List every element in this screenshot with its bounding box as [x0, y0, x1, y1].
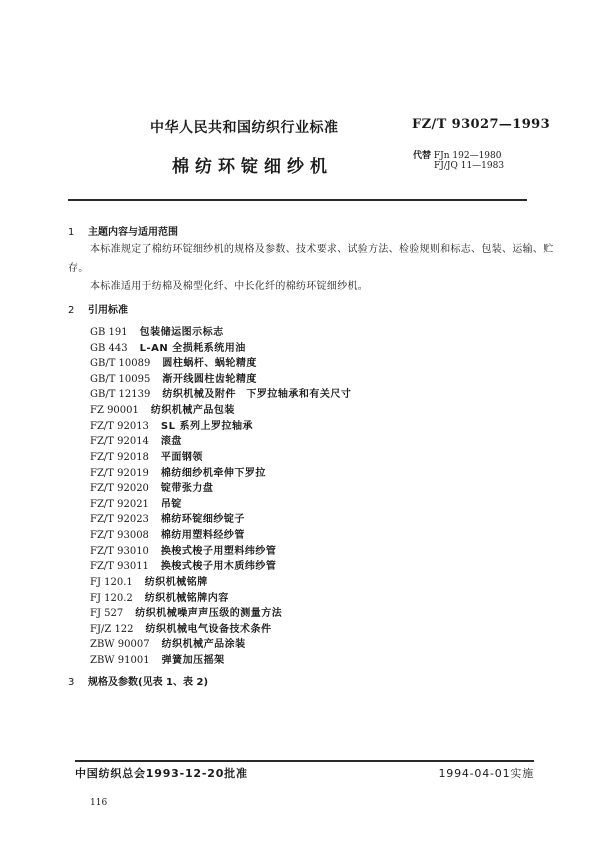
reference-item — [90, 495, 182, 510]
reference-code: FJ 120.2 — [90, 592, 133, 604]
page-number: 116 — [90, 798, 108, 808]
replaces-label: 代替 — [413, 151, 432, 161]
reference-code: FZ/T 93008 — [90, 530, 149, 542]
footer-divider — [75, 760, 534, 762]
reference-title: 吊锭 — [160, 498, 182, 510]
reference-item — [90, 479, 213, 494]
reference-title: 棉纺环锭细纱锭子 — [160, 514, 245, 526]
reference-title: 纺织机械产品涂装 — [161, 639, 246, 651]
section-1-paragraph-2: 本标准适用于纺棉及棉型化纤、中长化纤的棉纺环锭细纱机。 — [90, 281, 369, 292]
reference-code: FZ/T 92019 — [90, 467, 149, 479]
reference-item — [90, 354, 257, 369]
reference-code: FJ 120.1 — [90, 576, 133, 588]
reference-title: 锭带张力盘 — [160, 483, 214, 495]
document-title: 棉纺环锭细纱机 — [172, 157, 333, 177]
replaced-standard: FJ/JQ 11—1983 — [434, 161, 505, 171]
reference-item — [90, 417, 253, 432]
reference-code: FZ/T 92013 — [90, 420, 149, 432]
reference-code: FZ/T 92014 — [90, 436, 149, 448]
reference-title: 渐开线圆柱齿轮精度 — [162, 373, 257, 385]
reference-title: 棉纺用塑料经纱管 — [160, 530, 245, 542]
reference-code: FZ/T 93011 — [90, 561, 149, 573]
reference-code: FJ 527 — [90, 608, 124, 620]
reference-title: 平面钢领 — [160, 451, 203, 463]
reference-item — [90, 604, 282, 619]
reference-code: ZBW 90007 — [90, 639, 150, 651]
section-3-heading: 3 规格及参数(见表 1、表 2) — [68, 677, 209, 688]
reference-code: GB 191 — [90, 327, 128, 338]
section-2-heading: 2 引用标准 — [68, 305, 128, 316]
reference-code: FZ/T 92018 — [90, 451, 149, 463]
replaces-block — [413, 151, 504, 171]
reference-code: GB/T 12139 — [90, 389, 151, 401]
reference-title: 纺织机械电气设备技术条件 — [145, 623, 272, 635]
reference-title: 弹簧加压摇架 — [161, 655, 225, 666]
reference-item — [90, 589, 229, 604]
reference-title: L-AN 全损耗系统用油 — [139, 342, 246, 354]
reference-item — [90, 432, 182, 447]
reference-title: 纺织机械铭牌内容 — [144, 592, 229, 604]
reference-item — [90, 401, 235, 416]
reference-item — [90, 526, 245, 541]
replaced-standard: FJn 192—1980 — [433, 151, 502, 161]
header-divider — [68, 199, 527, 201]
reference-item — [90, 557, 276, 572]
reference-item — [90, 464, 266, 479]
reference-code: GB 443 — [90, 342, 128, 354]
reference-title: 纺织机械产品包装 — [150, 405, 235, 417]
reference-item — [90, 339, 246, 354]
reference-title: 圆柱蜗杆、蜗轮精度 — [162, 358, 257, 370]
reference-code: FZ/T 93010 — [90, 545, 149, 557]
reference-item — [90, 573, 208, 588]
reference-item — [90, 542, 276, 557]
reference-code: FZ/T 92021 — [90, 498, 149, 510]
reference-title: 换梭式梭子用木质纬纱管 — [160, 561, 277, 573]
reference-item — [90, 448, 203, 463]
reference-code: FZ 90001 — [90, 405, 139, 417]
reference-title: 纺织机械铭牌 — [144, 576, 208, 588]
reference-code: ZBW 91001 — [90, 655, 150, 666]
reference-title: 换梭式梭子用塑料纬纱管 — [160, 545, 277, 557]
section-1-paragraph-1-cont: 存。 — [68, 263, 89, 274]
reference-item — [90, 651, 225, 666]
reference-item — [90, 323, 224, 338]
reference-item — [90, 620, 272, 635]
reference-code: GB/T 10089 — [90, 358, 151, 370]
reference-item — [90, 370, 257, 385]
reference-code: FZ/T 92023 — [90, 514, 149, 526]
approval-date: 中国纺织总会1993-12-20批准 — [75, 767, 248, 780]
reference-title: 纺织机械及附件 下罗拉轴承和有关尺寸 — [162, 389, 352, 401]
reference-code: GB/T 10095 — [90, 373, 151, 385]
reference-item — [90, 635, 246, 650]
standard-code: FZ/T 93027—1993 — [412, 117, 551, 132]
issuing-organization: 中华人民共和国纺织行业标准 — [150, 120, 339, 136]
reference-title: SL 系列上罗拉轴承 — [160, 420, 253, 432]
reference-title: 棉纺细纱机牵伸下罗拉 — [160, 467, 266, 479]
reference-item — [90, 510, 245, 525]
reference-item — [90, 385, 351, 400]
implementation-date: 1994-04-01实施 — [438, 767, 534, 780]
reference-title: 滚盘 — [160, 436, 182, 448]
reference-title: 包装储运图示标志 — [139, 327, 224, 338]
section-1-paragraph-1: 本标准规定了棉纺环锭细纱机的规格及参数、技术要求、试验方法、检验规则和标志、包装、运输、贮 — [90, 244, 554, 255]
reference-title: 纺织机械噪声声压级的测量方法 — [135, 608, 283, 620]
reference-code: FJ/Z 122 — [90, 623, 134, 635]
section-1-heading: 1 主题内容与适用范围 — [68, 227, 178, 238]
reference-code: FZ/T 92020 — [90, 483, 149, 495]
